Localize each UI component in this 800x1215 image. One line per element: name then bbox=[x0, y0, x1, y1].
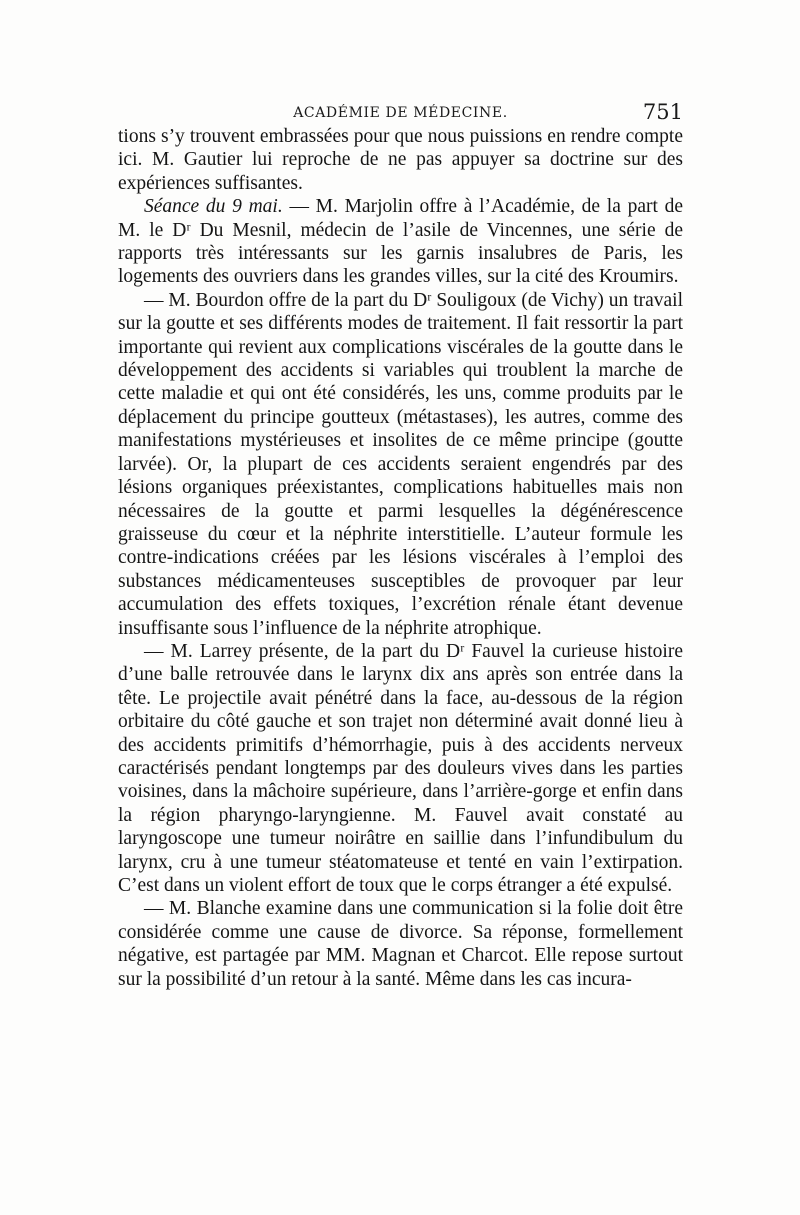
paragraph-text: — M. Larrey présente, de la part du Dʳ Fauvel la curieuse histoire d’une balle retrouvée dans le larynx dix ans après son entrée dans la tête. Le projectile avait pénétré dans la face, au-dessous de la région orbitaire du côté gauche et son trajet non déterminé avait donné lieu à des accidents primitifs d’hémorrhagie, puis à des accidents nerveux caractérisés pendant longtemps par des douleurs vives dans les parties voisines, dans la mâchoire supérieure, dans l’arrière-gorge et enfin dans la région pharyngo-laryngienne. M. Fauvel avait constaté au laryngoscope une tumeur noirâtre en saillie dans l’infundibulum du larynx, cru à une tumeur stéatomateuse et tenté en vain l’extirpation. C’est dans un violent effort de toux que le corps étranger a été expulsé. bbox=[118, 640, 683, 896]
page-number: 751 bbox=[642, 100, 683, 124]
running-title: ACADÉMIE DE MÉDECINE. bbox=[293, 105, 508, 121]
paragraph-text: — M. Bourdon offre de la part du Dʳ Souligoux (de Vichy) un travail sur la goutte et ses différents modes de traitement. Il fait ressortir la part importante qui revient aux complications viscérales de la goutte dans le développement des accidents si variables qui troublent la marche de cette maladie et qui ont été considérés, les uns, comme produits par le déplacement du principe goutteux (métastases), les autres, comme des manifestations mystérieuses et insolites de ce même principe (goutte larvée). Or, la plupart de ces accidents seraient engendrés par des lésions organiques préexistantes, complications habituelles mais non nécessaires de la goutte et parmi lesquelles la dégénérescence graisseuse du cœur et la néphrite interstitielle. L’auteur formule les contre-indications créées par les lésions viscérales à l’emploi des substances médicamenteuses susceptibles de provoquer par leur accumulation des effets toxiques, l’excrétion rénale étant devenue insuffisante sous l’influence de la néphrite atrophique. bbox=[118, 289, 683, 639]
paragraph-text: — M. Blanche examine dans une communication si la folie doit être considérée comme une cause de divorce. Sa réponse, formellement négative, est partagée par MM. Magnan et Charcot. Elle repose surtout sur la possibilité d’un retour à la santé. Même dans les cas incura- bbox=[118, 898, 683, 990]
body-text bbox=[118, 125, 683, 991]
paragraph-text: tions s’y trouvent embrassées pour que nous puissions en rendre compte ici. M. Gautier lui reproche de ne pas appuyer sa doctrine sur des expériences suffisantes. bbox=[118, 126, 683, 194]
paragraph-text: — M. Marjolin offre à l’Académie, de la part de M. le Dʳ Du Mesnil, médecin de l’asile de Vincennes, une série de rapports très intéressants sur les garnis insalubres de Paris, les logements des ouvriers dans les grandes villes, sur la cité des Kroumirs. bbox=[118, 196, 684, 288]
paragraph-larrey bbox=[118, 640, 683, 897]
paragraph-blanche bbox=[118, 897, 683, 991]
session-date: Séance du 9 mai. bbox=[144, 196, 283, 218]
paragraph-seance bbox=[118, 195, 683, 289]
paragraph-bourdon bbox=[118, 289, 683, 640]
paragraph-continuation bbox=[118, 125, 683, 195]
